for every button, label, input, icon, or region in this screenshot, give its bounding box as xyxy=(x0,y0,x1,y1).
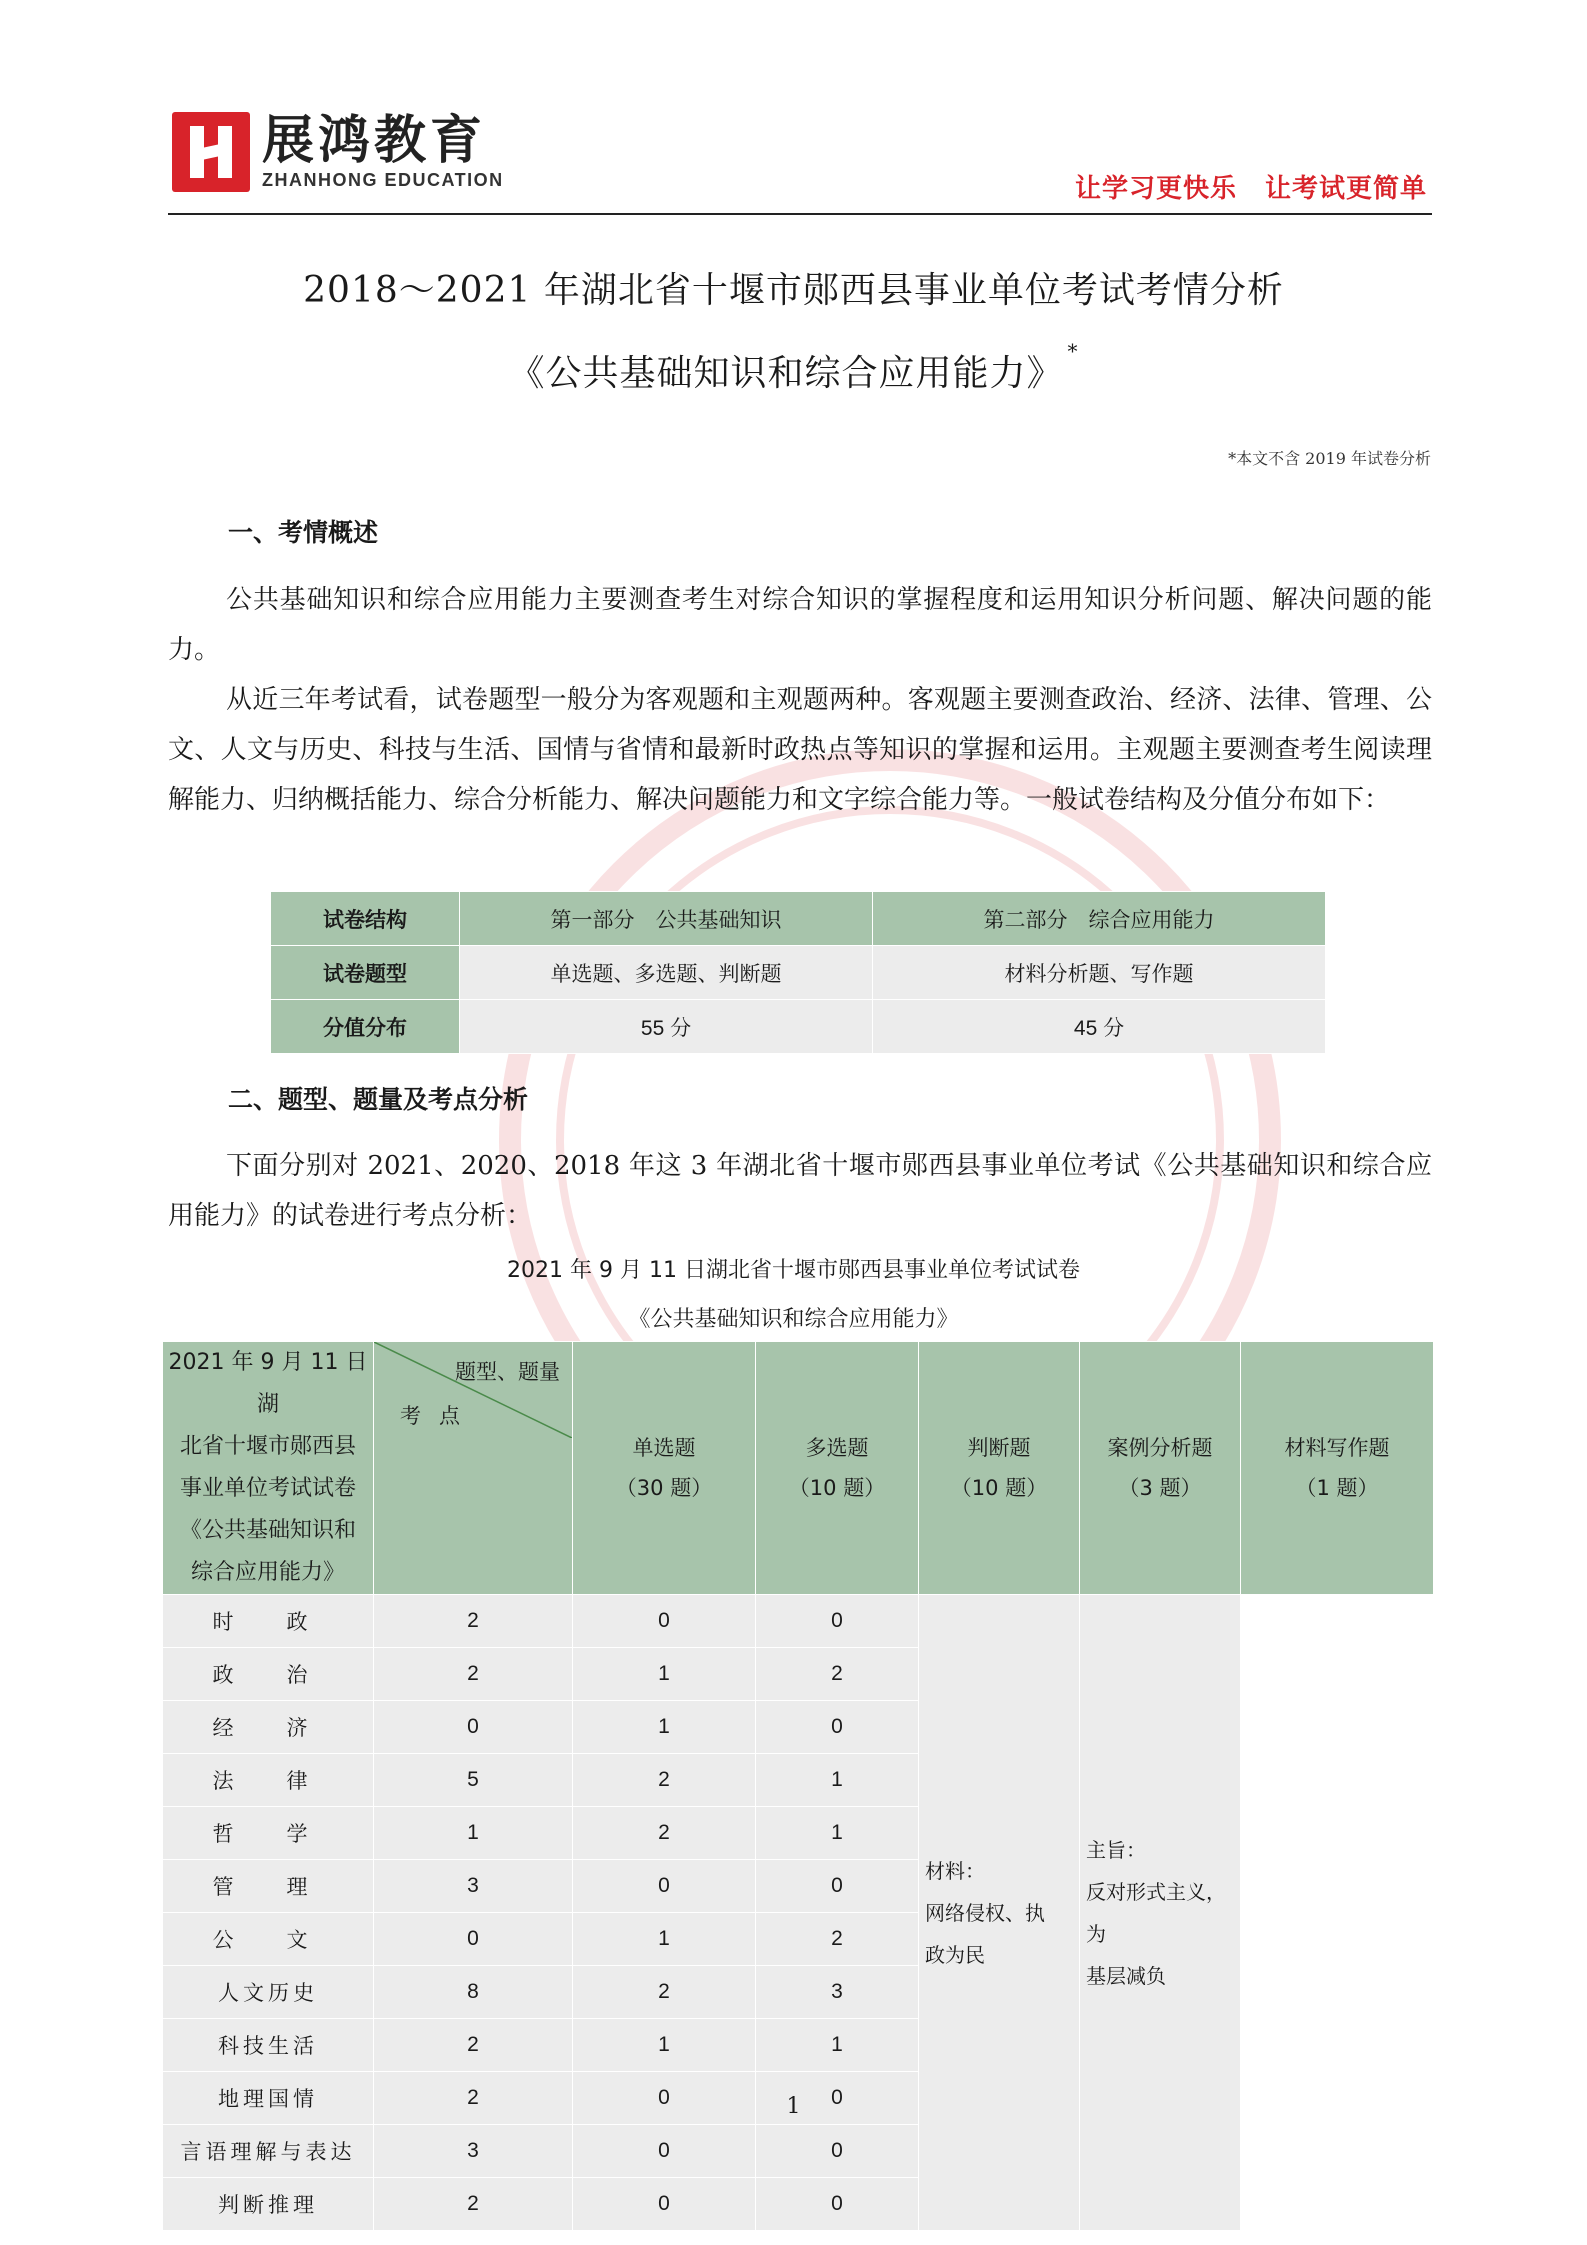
count-cell-multi: 1 xyxy=(573,1648,756,1701)
count-cell-multi: 0 xyxy=(573,2072,756,2125)
count-cell-single: 2 xyxy=(374,2072,573,2125)
essay-text-line: 反对形式主义，为 xyxy=(1086,1879,1226,1946)
count-cell-judge: 0 xyxy=(756,1595,919,1648)
brand-name-cn: 展鸿教育 xyxy=(262,111,487,171)
footnote-note: *本文不含 2019 年试卷分析 xyxy=(1228,449,1431,468)
row-label: 分值分布 xyxy=(271,1000,460,1054)
section-1-paragraph-2: 从近三年考试看，试卷题型一般分为客观题和主观题两种。客观题主要测查政治、经济、法律、管理、公文、人文与历史、科技与生活、国情与省情和最新时政热点等知识的掌握和运用。主观题主要测查考生阅读理解能力、归纳概括能力、综合分析能力、解决问题能力和文字综合能力等。一般试卷结构及分值分布如下： xyxy=(168,685,1432,815)
column-header: 判断题 （10 题） xyxy=(919,1342,1080,1595)
table-row xyxy=(163,1966,1434,2019)
diagonal-header-cell xyxy=(374,1342,573,1595)
table-cell: 45 分 xyxy=(873,1000,1326,1054)
count-cell-single: 2 xyxy=(374,2178,573,2231)
topic-label: 判断推理 xyxy=(163,2178,374,2231)
topic-label: 哲 学 xyxy=(163,1807,374,1860)
brand-name-en: ZHANHONG EDUCATION xyxy=(262,170,504,190)
essay-text-line: 主旨： xyxy=(1086,1837,1146,1862)
table-row xyxy=(163,1807,1434,1860)
section-1-heading: 一、考情概述 xyxy=(228,518,379,547)
count-cell-judge: 2 xyxy=(756,1913,919,1966)
case-text-line: 网络侵权、执 xyxy=(925,1900,1045,1925)
table-row xyxy=(163,1754,1434,1807)
count-cell-single: 0 xyxy=(374,1913,573,1966)
count-cell-multi: 1 xyxy=(573,1913,756,1966)
header-divider xyxy=(168,213,1432,215)
diag-top-label: 题型、题量 xyxy=(455,1360,560,1384)
slogan xyxy=(1047,168,1427,205)
table-row xyxy=(271,1000,1326,1054)
count-cell-multi: 1 xyxy=(573,1701,756,1754)
count-cell-single: 5 xyxy=(374,1754,573,1807)
column-header: 单选题 （30 题） xyxy=(573,1342,756,1595)
count-cell-single: 3 xyxy=(374,2125,573,2178)
topic-label: 科技生活 xyxy=(163,2019,374,2072)
table-cell: 55 分 xyxy=(460,1000,873,1054)
table-header-row xyxy=(163,1342,1434,1595)
side-line: 北省十堰市郧西县 xyxy=(179,1434,356,1459)
footnote-mark: * xyxy=(1067,339,1079,363)
topic-label: 政 治 xyxy=(163,1648,374,1701)
table-row xyxy=(163,1860,1434,1913)
slogan-2: 让考试更简单 xyxy=(1264,174,1427,204)
table-row xyxy=(271,946,1326,1000)
table-cell: 第一部分 公共基础知识 xyxy=(460,892,873,946)
topic-label: 言语理解与表达 xyxy=(163,2125,374,2178)
case-text-line: 政为民 xyxy=(925,1942,985,1967)
count-cell-multi: 1 xyxy=(573,2019,756,2072)
count-cell-single: 2 xyxy=(374,1595,573,1648)
count-cell-multi: 2 xyxy=(573,1754,756,1807)
section-2-heading: 二、题型、题量及考点分析 xyxy=(228,1085,529,1114)
table-caption-2: 《公共基础知识和综合应用能力》 xyxy=(628,1307,959,1332)
count-cell-judge: 3 xyxy=(756,1966,919,2019)
column-header: 多选题 （10 题） xyxy=(756,1342,919,1595)
table-cell: 第二部分 综合应用能力 xyxy=(873,892,1326,946)
count-cell-single: 1 xyxy=(374,1807,573,1860)
topic-label: 人文历史 xyxy=(163,1966,374,2019)
count-cell-judge: 1 xyxy=(756,2019,919,2072)
table-row xyxy=(163,2019,1434,2072)
table-row xyxy=(163,2178,1434,2231)
count-cell-judge: 0 xyxy=(756,2072,919,2125)
table-row xyxy=(163,2125,1434,2178)
document-subtitle xyxy=(0,339,1587,396)
table-row xyxy=(163,1595,1434,1648)
section-1-paragraph-1: 公共基础知识和综合应用能力主要测查考生对综合知识的掌握程度和运用知识分析问题、解决问题的能力。 xyxy=(168,585,1432,665)
table-cell: 单选题、多选题、判断题 xyxy=(460,946,873,1000)
side-line: 2021 年 9 月 11 日湖 xyxy=(168,1350,368,1417)
logo-icon xyxy=(172,112,250,192)
diag-bottom-label: 考点 xyxy=(400,1404,478,1428)
count-cell-single: 8 xyxy=(374,1966,573,2019)
topic-label: 时 政 xyxy=(163,1595,374,1648)
topic-label: 地理国情 xyxy=(163,2072,374,2125)
topic-label: 管 理 xyxy=(163,1860,374,1913)
essay-writing-cell xyxy=(1080,1595,1241,2231)
count-cell-judge: 0 xyxy=(756,2125,919,2178)
count-cell-multi: 0 xyxy=(573,1860,756,1913)
table-row xyxy=(163,1701,1434,1754)
exam-side-label xyxy=(163,1342,374,1595)
row-label: 试卷题型 xyxy=(271,946,460,1000)
table-row xyxy=(163,1913,1434,1966)
side-line: 综合应用能力》 xyxy=(190,1560,345,1585)
slogan-1: 让学习更快乐 xyxy=(1074,174,1237,204)
subtitle-text: 《公共基础知识和综合应用能力》 xyxy=(508,353,1064,394)
brand-logo xyxy=(172,112,504,192)
count-cell-judge: 1 xyxy=(756,1754,919,1807)
structure-table xyxy=(270,891,1326,1054)
count-cell-multi: 0 xyxy=(573,1595,756,1648)
count-cell-single: 0 xyxy=(374,1701,573,1754)
table-row xyxy=(271,892,1326,946)
count-cell-multi: 2 xyxy=(573,1807,756,1860)
topic-label: 公 文 xyxy=(163,1913,374,1966)
column-header: 材料写作题 （1 题） xyxy=(1241,1342,1434,1595)
count-cell-multi: 0 xyxy=(573,2178,756,2231)
count-cell-single: 2 xyxy=(374,1648,573,1701)
document-title: 2018～2021 年湖北省十堰市郧西县事业单位考试考情分析 xyxy=(303,270,1284,311)
table-caption-1: 2021 年 9 月 11 日湖北省十堰市郧西县事业单位考试试卷 xyxy=(507,1258,1080,1283)
count-cell-judge: 2 xyxy=(756,1648,919,1701)
case-analysis-cell xyxy=(919,1595,1080,2231)
section-2-paragraph-1: 下面分别对 2021、2020、2018 年这 3 年湖北省十堰市郧西县事业单位考试《公共基础知识和综合应用能力》的试卷进行考点分析： xyxy=(168,1151,1432,1231)
case-text-line: 材料： xyxy=(925,1858,985,1883)
row-label: 试卷结构 xyxy=(271,892,460,946)
side-line: 《公共基础知识和 xyxy=(179,1518,356,1543)
side-line: 事业单位考试试卷 xyxy=(179,1476,356,1501)
count-cell-multi: 2 xyxy=(573,1966,756,2019)
count-cell-judge: 0 xyxy=(756,2178,919,2231)
page-number: 1 xyxy=(786,2094,801,2119)
essay-text-line: 基层减负 xyxy=(1086,1963,1166,1988)
topic-label: 经 济 xyxy=(163,1701,374,1754)
column-header: 案例分析题 （3 题） xyxy=(1080,1342,1241,1595)
table-row xyxy=(163,1648,1434,1701)
count-cell-judge: 0 xyxy=(756,1701,919,1754)
count-cell-judge: 0 xyxy=(756,1860,919,1913)
count-cell-judge: 1 xyxy=(756,1807,919,1860)
table-cell: 材料分析题、写作题 xyxy=(873,946,1326,1000)
count-cell-multi: 0 xyxy=(573,2125,756,2178)
topic-label: 法 律 xyxy=(163,1754,374,1807)
count-cell-single: 3 xyxy=(374,1860,573,1913)
count-cell-single: 2 xyxy=(374,2019,573,2072)
